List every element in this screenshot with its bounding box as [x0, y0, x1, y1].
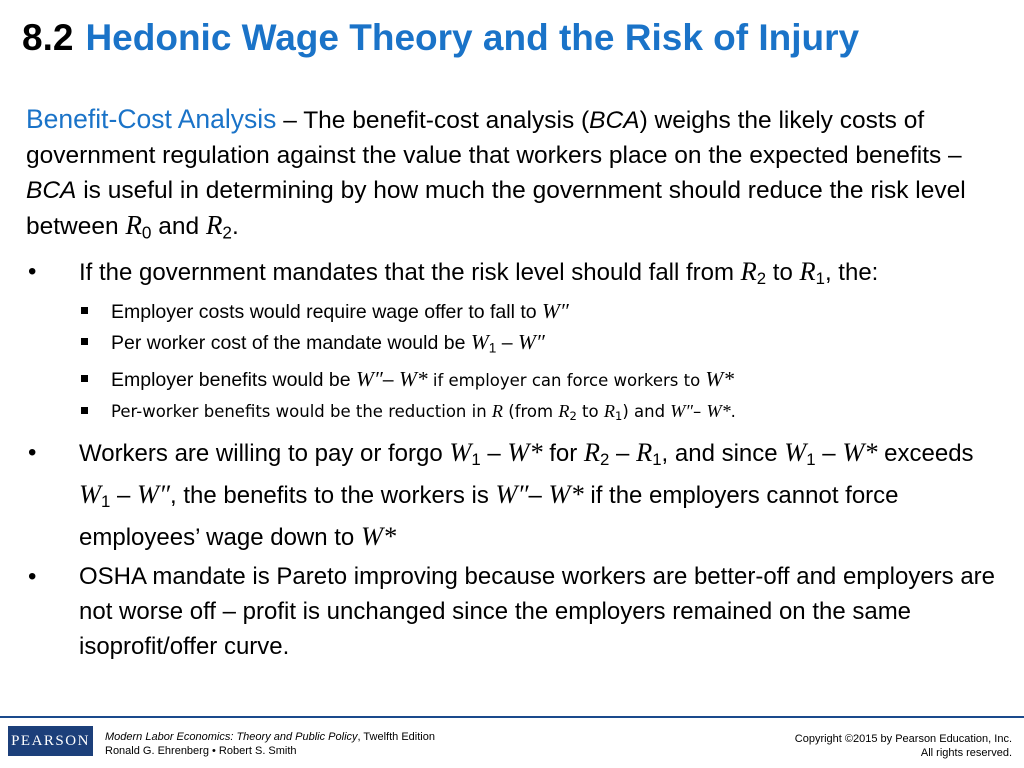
rights-text: All rights reserved.	[920, 747, 1012, 759]
pearson-logo: PEARSON	[8, 726, 93, 756]
slide-title-text: Hedonic Wage Theory and the Risk of Injury	[85, 17, 860, 58]
bullet-item: • OSHA mandate is Pareto improving because workers are better-off and employers are not worse off – profit is unchanged since the employers remained on the same isoprofit/offer curve.	[26, 559, 1001, 664]
sub-bullet-item: Per worker cost of the mandate would be $W_1 - W''$	[79, 327, 1001, 363]
square-bullet-icon	[81, 307, 88, 314]
slide-title	[22, 14, 1012, 62]
sub-bullet-item: Employer costs would require wage offer to fall to W″	[79, 296, 1001, 327]
book-title: Modern Labor Economics: Theory and Public Policy	[105, 731, 358, 743]
copyright-text: Copyright ©2015 by Pearson Education, Inc.	[794, 733, 1012, 745]
bullet-dot: •	[28, 563, 37, 591]
sub-bullet-list	[79, 296, 1001, 430]
square-bullet-icon	[81, 407, 88, 414]
slide-footer	[0, 716, 1024, 768]
square-bullet-icon	[81, 338, 88, 345]
footer-divider	[0, 716, 1024, 718]
sub-bullet-item: Per-worker benefits would be the reduction in R (from $R_2$ to $R_1$) and W″– W*.	[79, 396, 1001, 431]
bullet-dot: •	[28, 258, 37, 286]
slide-number: 8.2	[22, 17, 74, 58]
sub-bullet-item: Employer benefits would be W″– W* if employer can force workers to W*	[79, 364, 1001, 396]
slide-content	[26, 102, 1001, 664]
book-authors: Ronald G. Ehrenberg • Robert S. Smith	[105, 745, 297, 757]
bullet-dot: •	[28, 438, 37, 466]
bullet-item: • If the government mandates that the risk level should fall from $R_2$ to $R_1$, the: Employer costs would require wage offer to fall to W″ Per worker cost of the mandate would be $W_1 - W''$ Employer benefits would be W″– W* if employer can force workers to W* Per-worker benefits would be the reduction in R (from $R_2$ to $R_1$) and W″– W*.	[26, 254, 1001, 430]
square-bullet-icon	[81, 375, 88, 382]
book-citation	[105, 730, 435, 758]
intro-paragraph: Benefit-Cost Analysis – The benefit-cost analysis (BCA) weighs the likely costs of government regulation against the value that workers place on the expected benefits – BCA is useful in determining by how much the government should reduce the risk level between $R_0$ and $R_2$.	[26, 104, 966, 243]
book-edition: , Twelfth Edition	[357, 731, 435, 743]
section-heading: Benefit-Cost Analysis	[26, 104, 277, 134]
copyright-notice	[795, 732, 1012, 760]
bullet-item: • Workers are willing to pay or forgo $W_1 - W*$ for $R_2 - R_1$, and since $W_1 - W*$ exceeds $W_1 - W''$, the benefits to the workers is W″– W* if the employers cannot force employees’ wage down to W*	[28, 436, 974, 552]
